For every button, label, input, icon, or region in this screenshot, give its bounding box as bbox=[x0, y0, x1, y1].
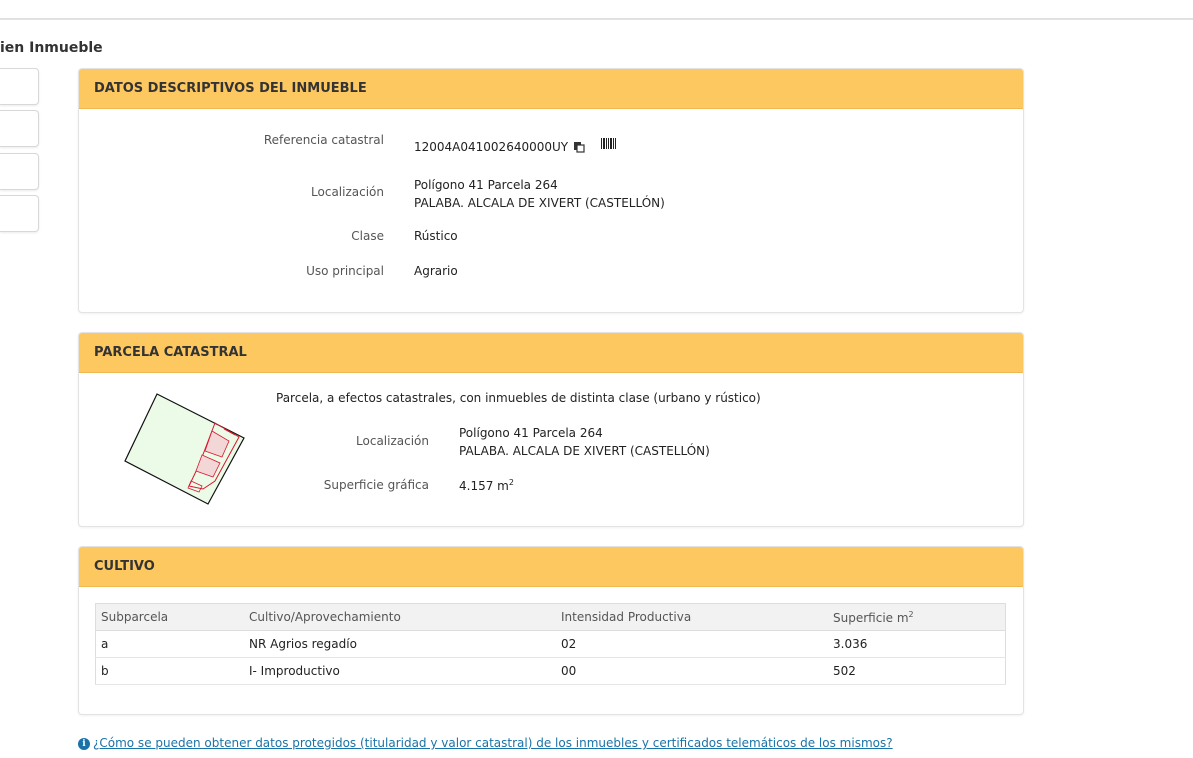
parcela-description: Parcela, a efectos catastrales, con inmuebles de distinta clase (urbano y rústico) bbox=[276, 391, 761, 405]
side-tab-3[interactable] bbox=[0, 153, 39, 190]
uso-principal-value: Agrario bbox=[414, 264, 458, 278]
localizacion-value bbox=[414, 176, 665, 212]
parcela-localizacion-label: Localización bbox=[356, 434, 429, 448]
table-cell: I- Improductivo bbox=[244, 658, 556, 685]
parcela-localizacion-value bbox=[459, 424, 710, 460]
table-cell: 02 bbox=[556, 631, 828, 658]
cultivo-panel bbox=[78, 546, 1024, 715]
parcela-catastral-header: PARCELA CATASTRAL bbox=[79, 333, 1023, 373]
parcela-localizacion-line-1: Polígono 41 Parcela 264 bbox=[459, 426, 603, 440]
table-cell: b bbox=[96, 658, 245, 685]
barcode-icon[interactable] bbox=[601, 138, 616, 152]
datos-protegidos-link[interactable]: ¿Cómo se pueden obtener datos protegidos (titularidad y valor catastral) de los inmuebles y certificados telemáticos de los mismos? bbox=[93, 736, 893, 750]
referencia-value bbox=[414, 138, 616, 156]
table-row bbox=[96, 631, 1006, 658]
superficie-grafica-label: Superficie gráfica bbox=[323, 478, 429, 492]
column-header: Subparcela bbox=[96, 604, 245, 631]
datos-descriptivos-panel bbox=[78, 68, 1024, 313]
superficie-grafica-value bbox=[459, 478, 514, 493]
copy-icon[interactable] bbox=[573, 141, 585, 156]
superficie-grafica-exponent: 2 bbox=[508, 478, 514, 487]
superficie-column-exponent: 2 bbox=[908, 609, 914, 619]
localizacion-line-2: PALABA. ALCALA DE XIVERT (CASTELLÓN) bbox=[414, 196, 665, 210]
footer-info bbox=[78, 736, 893, 750]
uso-principal-label: Uso principal bbox=[306, 264, 384, 278]
side-tab-1[interactable] bbox=[0, 68, 39, 105]
superficie-column-label: Superficie m bbox=[833, 610, 909, 625]
table-cell: 502 bbox=[828, 658, 1006, 685]
top-bar bbox=[0, 0, 1193, 20]
column-header: Intensidad Productiva bbox=[556, 604, 828, 631]
parcel-map-thumbnail[interactable] bbox=[119, 389, 249, 509]
datos-descriptivos-header: DATOS DESCRIPTIVOS DEL INMUEBLE bbox=[79, 69, 1023, 109]
side-tab-2[interactable] bbox=[0, 110, 39, 147]
localizacion-line-1: Polígono 41 Parcela 264 bbox=[414, 178, 558, 192]
column-header: Cultivo/Aprovechamiento bbox=[244, 604, 556, 631]
page-title: ien Inmueble bbox=[0, 40, 103, 56]
table-cell: a bbox=[96, 631, 245, 658]
table-cell: 00 bbox=[556, 658, 828, 685]
clase-value: Rústico bbox=[414, 229, 458, 243]
table-row bbox=[96, 658, 1006, 685]
table-cell: NR Agrios regadío bbox=[244, 631, 556, 658]
table-cell: 3.036 bbox=[828, 631, 1006, 658]
clase-label: Clase bbox=[351, 229, 384, 243]
cultivo-header: CULTIVO bbox=[79, 547, 1023, 587]
info-icon: i bbox=[78, 738, 90, 750]
superficie-grafica-number: 4.157 m bbox=[459, 479, 509, 493]
referencia-label: Referencia catastral bbox=[263, 133, 384, 147]
parcela-catastral-panel bbox=[78, 332, 1024, 527]
side-tab-4[interactable] bbox=[0, 195, 39, 232]
referencia-number: 12004A041002640000UY bbox=[414, 140, 569, 154]
column-header bbox=[828, 604, 1006, 631]
localizacion-label: Localización bbox=[311, 185, 384, 199]
cultivo-table bbox=[95, 603, 1006, 685]
parcela-localizacion-line-2: PALABA. ALCALA DE XIVERT (CASTELLÓN) bbox=[459, 444, 710, 458]
table-header-row bbox=[96, 604, 1006, 631]
